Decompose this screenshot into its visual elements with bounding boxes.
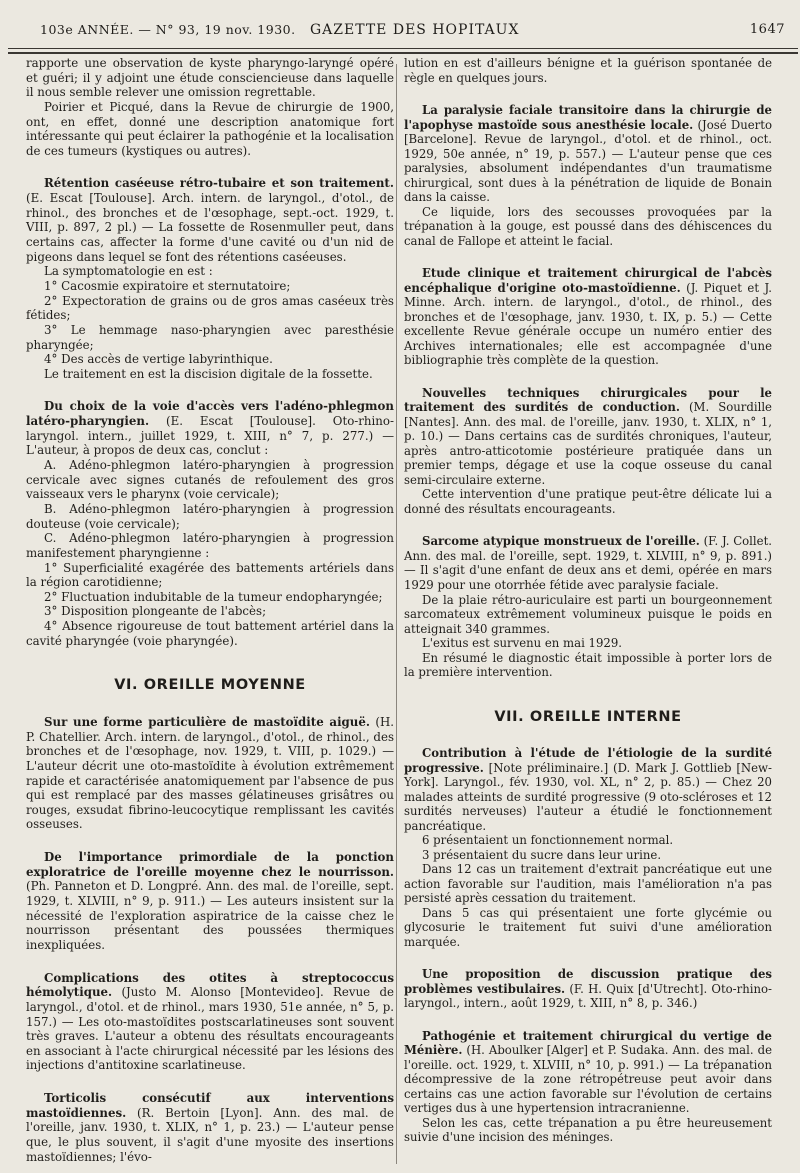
list-item: A. Adéno-phlegmon latéro-pharyngien à progression cervicale avec signes cutanés de refoulement des gros vaisseaux vers le pharynx (voie cervicale); xyxy=(26,458,394,502)
list-item: 1° Cacosmie expiratoire et sternutatoire; xyxy=(44,278,291,293)
abstract-title: Torticolis consécutif aux interventions mastoïdiennes. xyxy=(26,1091,394,1120)
abstract-entry: Torticolis consécutif aux interventions mastoïdiennes. (R. Bertoin [Lyon]. Ann. des mal. de l'oreille, janv. 1930, t. XLIX, n° 1, p. 23.) — L'auteur pense que, le plus souvent, il s'agit d'une myosite des insertions mastoïdiennes; l'évo- xyxy=(26,1091,394,1164)
column-separator xyxy=(396,64,397,1164)
header-rule-thick xyxy=(8,52,798,54)
journal-title: GAZETTE DES HOPITAUX xyxy=(310,22,520,38)
paragraph: lution en est d'ailleurs bénigne et la guérison spontanée de règle en quelques jours. xyxy=(404,56,772,85)
right-column xyxy=(404,56,772,1145)
abstract-entry: La paralysie faciale transitoire dans la chirurgie de l'apophyse mastoïde sous anesthésie locale. (José Duerto [Barcelone]. Revue de laryngol., d'otol. et de rhinol., oct. 1929, 50e année, n° 19, p. 557.) — L'auteur pense que ces paralysies, absolument indépendantes d'un traumatisme chirurgical, sont dues à la pénétration de liquide de Bonain dans la caisse. xyxy=(404,103,773,205)
section-heading: VI. OREILLE MOYENNE xyxy=(114,677,306,694)
list-item: 2° Expectoration de grains ou de gros amas caséeux très fétides; xyxy=(26,293,394,323)
list-item: 4° Absence rigoureuse de tout battement artériel dans la cavité pharyngée (voie pharyngée). xyxy=(26,619,394,648)
abstract-title: Une proposition de discussion pratique des problèmes vestibulaires. xyxy=(404,967,772,996)
paragraph: Selon les cas, cette trépanation a pu être heureusement suivie d'une incision des méninges. xyxy=(404,1115,772,1145)
abstract-title: Nouvelles techniques chirurgicales pour le traitement des surdités de conduction. xyxy=(404,385,772,415)
abstract-entry: Une proposition de discussion pratique des problèmes vestibulaires. (F. H. Quix [d'Utrecht]. Oto-rhino-laryngol., intern., août 1929, t. XIII, n° 8, p. 346.) xyxy=(404,967,773,1011)
abstract-entry: Complications des otites à streptococcus hémolytique. (Justo M. Alonso [Montevideo]. Revue de laryngol., d'otol. et de rhinol., mars 1930, 51e année, n° 5, p. 157.) — Les oto-mastoïdites postscarlatineuses sont souvent très graves. L'auteur a obtenu des résultats encourageants en associant à l'acte chirurgical nécessité par les lésions des injections d'antitoxine scarlatineuse. xyxy=(26,970,394,1073)
abstract-title: Pathogénie et traitement chirurgical du vertige de Ménière. xyxy=(404,1028,772,1058)
abstract-entry: Rétention caséeuse rétro-tubaire et son traitement. (E. Escat [Toulouse]. Arch. intern. de laryngol., d'otol., de rhinol., des bronches et de l'œsophage, sept.-oct. 1929, t. VIII, p. 897, 2 pl.) — La fossette de Rosenmuller peut, dans certains cas, affecter la forme d'une cavité ou d'un nid de pigeons dans lequel se font des rétentions caséeuses. xyxy=(26,176,394,264)
abstract-title: Sarcome atypique monstrueux de l'oreille. xyxy=(422,534,700,549)
abstract-title: Sur une forme particulière de mastoïdite aiguë. xyxy=(44,714,370,729)
paragraph: L'exitus est survenu en mai 1929. xyxy=(422,636,623,651)
abstract-title: La paralysie faciale transitoire dans la chirurgie de l'apophyse mastoïde sous anesthésie locale. xyxy=(404,103,772,132)
list-item: 3° Disposition plongeante de l'abcès; xyxy=(44,604,267,619)
left-column xyxy=(26,56,394,1164)
paragraph: Poirier et Picqué, dans la Revue de chirurgie de 1900, ont, en effet, donné une description anatomique fort intéressante qui peut éclairer la pathogénie et la localisation de ces tumeurs (kystiques ou autres). xyxy=(26,99,394,158)
list-item: B. Adéno-phlegmon latéro-pharyngien à progression douteuse (voie cervicale); xyxy=(26,501,394,531)
abstract-entry: Nouvelles techniques chirurgicales pour le traitement des surdités de conduction. (M. Sourdille [Nantes]. Ann. des mal. de l'oreille, janv. 1930, t. XLIX, n° 1, p. 10.) — Dans certains cas de surdités chroniques, l'auteur, après antro-atticotomie postérieure pratiquée dans un premier temps, dégage et use la coque osseuse du canal semi-circulaire externe. xyxy=(404,385,772,487)
list-item: 3° Le hemmage naso-pharyngien avec paresthésie pharyngée; xyxy=(26,322,394,352)
paragraph: Ce liquide, lors des secousses provoquées par la trépanation à la gouge, est poussé dans des déhiscences du canal de Fallope et atteint le facial. xyxy=(404,204,772,248)
paragraph: 3 présentaient du sucre dans leur urine. xyxy=(422,847,662,862)
paragraph: De la plaie rétro-auriculaire est parti un bourgeonnement sarcomateux extrêmement volumineux puisque le poids en atteignait 340 grammes. xyxy=(404,592,772,636)
abstract-entry: Sarcome atypique monstrueux de l'oreille. (F. J. Collet. Ann. des mal. de l'oreille, sept. 1929, t. XLVIII, n° 9, p. 891.) — Il s'agit d'une enfant de deux ans et demi, opérée en mars 1929 pour une otorrhée fétide avec paralysie faciale. xyxy=(404,534,772,592)
running-header xyxy=(40,22,785,44)
abstract-entry: Etude clinique et traitement chirurgical de l'abcès encéphalique d'origine oto-mastoïdienne. (J. Piquet et J. Minne. Arch. intern. de laryngol., d'otol., de rhinol., des bronches et de l'œsophage, janv. 1930, t. IX, p. 5.) — Cette excellente Revue générale occupe un numéro entier des Archives internationales; elle est accompagnée d'une bibliographie très complète de la question. xyxy=(404,266,772,368)
issue-info: 103e ANNÉE. — N° 93, 19 nov. 1930. xyxy=(40,22,296,37)
abstract-title: Rétention caséeuse rétro-tubaire et son traitement. xyxy=(44,176,394,191)
abstract-title: De l'importance primordiale de la ponction exploratrice de l'oreille moyenne chez le nourrisson. xyxy=(26,850,394,879)
abstract-entry: Contribution à l'étude de l'étiologie de la surdité progressive. [Note préliminaire.] (D. Mark J. Gottlieb [New-York]. Laryngol., fév. 1930, vol. XL, n° 2, p. 85.) — Chez 20 malades atteints de surdité progressive (9 oto-scléroses et 12 surdités nerveuses) l'auteur a étudié le fonctionnement pancréatique. xyxy=(404,746,772,833)
list-item: 2° Fluctuation indubitable de la tumeur endopharyngée; xyxy=(44,589,383,604)
abstract-entry: Pathogénie et traitement chirurgical du vertige de Ménière. (H. Aboulker [Alger] et P. Sudaka. Ann. des mal. de l'oreille. oct. 1929, t. XLVIII, n° 10, p. 991.) — La trépanation décompressive de la zone rétropétreuse peut avoir dans certains cas une action favorable sur l'évolution de certains vertiges dus à une hypertension intracranienne. xyxy=(404,1028,772,1116)
abstract-entry: De l'importance primordiale de la ponction exploratrice de l'oreille moyenne chez le nourrisson. (Ph. Panneton et D. Longpré. Ann. des mal. de l'oreille, sept. 1929, t. XLVIII, n° 9, p. 911.) — Les auteurs insistent sur la nécessité de l'exploration aspiratrice de la caisse chez le nourrisson présentant des poussées thermiques inexpliquées. xyxy=(26,850,394,952)
abstract-entry: Du choix de la voie d'accès vers l'adéno-phlegmon latéro-pharyngien. (E. Escat [Toulouse]. Oto-rhino-laryngol. intern., juillet 1929, t. XIII, n° 7, p. 277.) — L'auteur, à propos de deux cas, conclut : xyxy=(26,399,394,458)
abstract-title: Contribution à l'étude de l'étiologie de la surdité progressive. xyxy=(404,746,772,775)
paragraph: Cette intervention d'une pratique peut-être délicate lui a donné des résultats encourageants. xyxy=(404,487,772,516)
paragraph: Le traitement en est la discision digitale de la fossette. xyxy=(44,366,373,381)
list-item: C. Adéno-phlegmon latéro-pharyngien à progression manifestement pharyngienne : xyxy=(26,531,394,560)
paragraph: rapporte une observation de kyste pharyngo-laryngé opéré et guéri; il y adjoint une étude consciencieuse dans laquelle il nous semble relever une omission regrettable. xyxy=(26,56,394,100)
paragraph: 6 présentaient un fonctionnement normal. xyxy=(422,833,674,848)
header-rule xyxy=(8,48,798,49)
paragraph: La symptomatologie en est : xyxy=(44,264,213,279)
abstract-title: Etude clinique et traitement chirurgical de l'abcès encéphalique d'origine oto-mastoïdienne. xyxy=(404,266,772,295)
list-item: 4° Des accès de vertige labyrinthique. xyxy=(44,352,273,367)
list-item: 1° Superficialité exagérée des battements artériels dans la région carotidienne; xyxy=(26,560,394,590)
paragraph: En résumé le diagnostic était impossible à porter lors de la première intervention. xyxy=(404,650,772,680)
abstract-title: Du choix de la voie d'accès vers l'adéno-phlegmon latéro-pharyngien. xyxy=(26,399,394,429)
abstract-entry: Sur une forme particulière de mastoïdite aiguë. (H. P. Chatellier. Arch. intern. de laryngol., d'otol., de rhinol., des bronches et de l'œsophage, nov. 1929, t. VIII, p. 1029.) — L'auteur décrit une oto-mastoïdite à évolution extrêmement rapide et caractérisée anatomiquement par l'absence de pus qui est remplacé par des masses gélatineuses grisâtres ou rouges, exsudat fibrino-leucocytique remplissant les cavités osseuses. xyxy=(26,714,395,832)
paragraph: Dans 5 cas qui présentaient une forte glycémie ou glycosurie le traitement fut suivi d'une amélioration marquée. xyxy=(404,905,772,949)
paragraph: Dans 12 cas un traitement d'extrait pancréatique eut une action favorable sur l'audition, mais l'amélioration n'a pas persisté après cessation du traitement. xyxy=(404,862,772,906)
abstract-title: Complications des otites à streptococcus hémolytique. xyxy=(26,970,394,1000)
section-heading: VII. OREILLE INTERNE xyxy=(494,708,682,725)
page-number: 1647 xyxy=(749,22,785,37)
